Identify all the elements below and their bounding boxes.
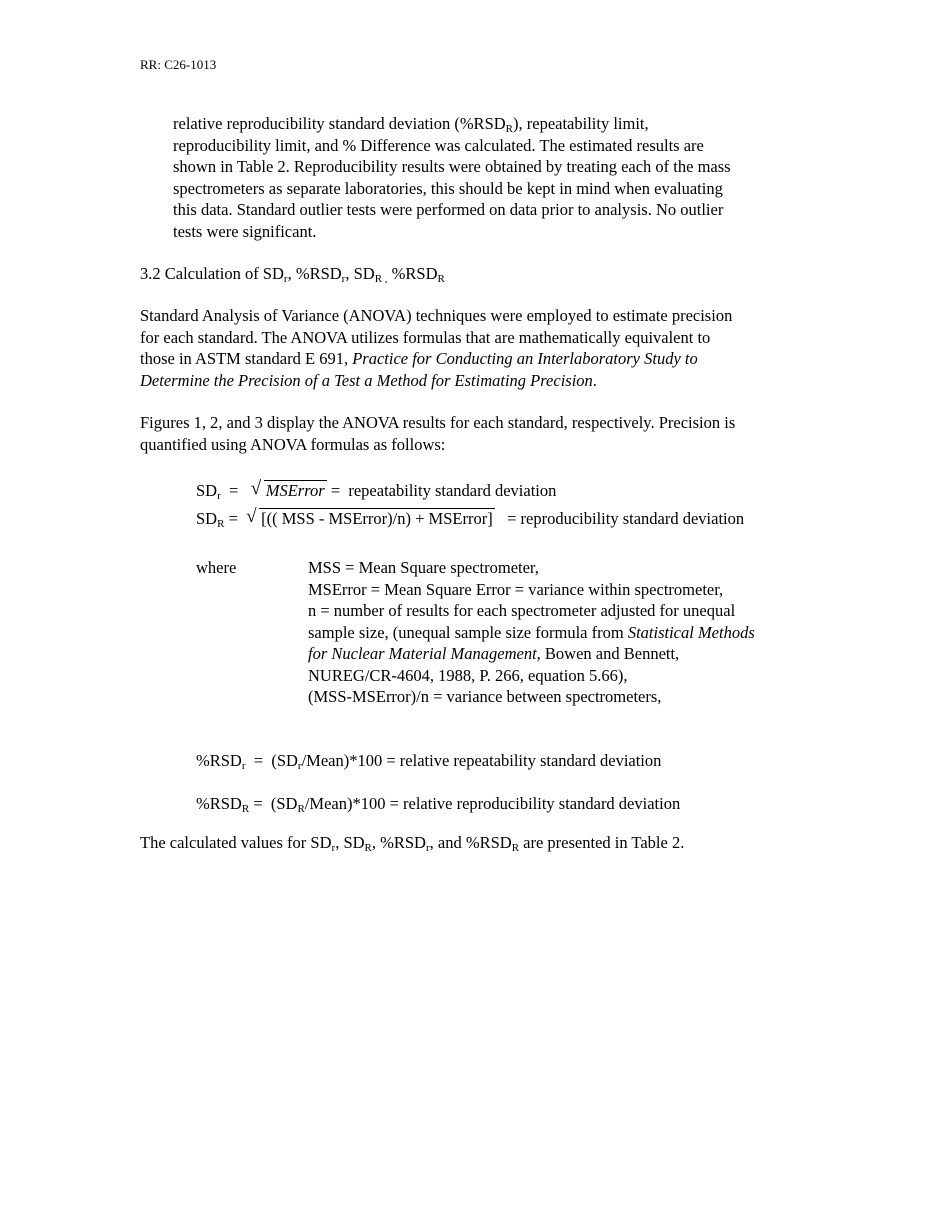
italic-title: Determine the Precision of a Test a Method for Estimating Precision bbox=[140, 370, 593, 390]
text-run: SD bbox=[196, 509, 218, 528]
italic-title: for Nuclear Material Management bbox=[308, 644, 537, 663]
text-run: 3.2 Calculation of SD bbox=[140, 264, 284, 283]
paragraph-line bbox=[140, 370, 732, 392]
definition-line: MSError = Mean Square Error = variance within spectrometer, bbox=[308, 579, 724, 599]
text-run: , and %RSD bbox=[429, 833, 512, 852]
figures-paragraph bbox=[140, 412, 735, 455]
text-run: relative reproducibility standard deviation (%RSD bbox=[173, 114, 506, 133]
paragraph-line: shown in Table 2. Reproducibility results were obtained by treating each of the mass bbox=[173, 157, 731, 176]
subscript: r bbox=[217, 490, 221, 502]
definition-line: n = number of results for each spectrometer adjusted for unequal bbox=[308, 601, 736, 620]
text-run: are presented in Table 2. bbox=[519, 833, 685, 852]
where-label: where bbox=[196, 558, 237, 577]
equation-sdr bbox=[196, 480, 556, 502]
paragraph-line: Standard Analysis of Variance (ANOVA) techniques were employed to estimate precision bbox=[140, 306, 733, 325]
radical-sign-icon: √ bbox=[246, 506, 257, 527]
subscript: r bbox=[241, 760, 246, 772]
text-run: ), repeatability limit, bbox=[513, 114, 649, 133]
subscript: R bbox=[437, 273, 445, 285]
subscript: R bbox=[364, 842, 372, 854]
radical-sign-icon: √ bbox=[250, 478, 262, 499]
square-root bbox=[251, 480, 327, 502]
text-run: %RSD bbox=[196, 794, 242, 813]
italic-title: Statistical Methods bbox=[627, 622, 755, 642]
equation-rsdr bbox=[196, 750, 661, 772]
text-run: %RSD bbox=[387, 264, 438, 283]
report-id-header: RR: C26-1013 bbox=[140, 57, 217, 72]
text-run: = (SD bbox=[249, 794, 298, 813]
subscript: R , bbox=[374, 273, 388, 285]
definition-line: NUREG/CR-4604, 1988, P. 266, equation 5.66), bbox=[308, 665, 628, 685]
subscript: R bbox=[297, 803, 305, 815]
paragraph-line: spectrometers as separate laboratories, this should be kept in mind when evaluating bbox=[173, 178, 723, 198]
paragraph-line bbox=[173, 113, 731, 135]
intro-paragraph bbox=[173, 113, 731, 242]
anova-paragraph bbox=[140, 305, 732, 391]
text-run: , %RSD bbox=[371, 833, 426, 852]
text-run: = (SD bbox=[245, 751, 298, 770]
subscript: R bbox=[511, 842, 520, 854]
text-run: sample size, (unequal sample size formula from bbox=[308, 622, 628, 642]
text-run: , SD bbox=[335, 833, 365, 852]
italic-title: Practice for Conducting an Interlaboratory Study to bbox=[352, 349, 698, 368]
square-root bbox=[246, 508, 495, 530]
text-run: /Mean)*100 = relative reproducibility standard deviation bbox=[304, 794, 681, 813]
paragraph-line: Figures 1, 2, and 3 display the ANOVA results for each standard, respectively. Precision is bbox=[140, 413, 736, 432]
section-heading bbox=[140, 263, 445, 285]
subscript: r bbox=[283, 273, 288, 285]
subscript: r bbox=[297, 760, 302, 772]
text-run: . bbox=[592, 370, 597, 390]
text-run: , SD bbox=[345, 264, 375, 283]
text-run: SD bbox=[196, 481, 218, 500]
text-run: , Bowen and Bennett, bbox=[536, 644, 680, 663]
text-run: those in ASTM standard E 691, bbox=[140, 349, 353, 368]
radicand: [(( MSS - MSError)/n) + MSError] bbox=[261, 509, 493, 528]
radicand: MSError bbox=[265, 481, 325, 500]
text-run: The calculated values for SD bbox=[140, 833, 332, 852]
text-run: = bbox=[220, 481, 247, 500]
definition-line: (MSS-MSError)/n = variance between spectrometers, bbox=[308, 687, 662, 706]
subscript: R bbox=[241, 803, 250, 815]
text-run: = repeatability standard deviation bbox=[326, 481, 557, 500]
definition-line bbox=[308, 622, 755, 644]
subscript: r bbox=[425, 842, 430, 854]
equation-sdR bbox=[196, 508, 744, 530]
paragraph-line: tests were significant. bbox=[173, 221, 317, 241]
subscript: R bbox=[505, 123, 514, 135]
equation-rsdR bbox=[196, 793, 680, 815]
text-run: = reproducibility standard deviation bbox=[494, 509, 745, 528]
subscript: R bbox=[217, 518, 225, 530]
definition-line bbox=[308, 643, 755, 665]
paragraph-line bbox=[140, 348, 732, 370]
text-run: %RSD bbox=[196, 751, 242, 770]
text-run: /Mean)*100 = relative repeatability standard deviation bbox=[301, 751, 662, 770]
text-run: , %RSD bbox=[287, 264, 342, 283]
conclusion-sentence bbox=[140, 832, 684, 854]
paragraph-line: for each standard. The ANOVA utilizes formulas that are mathematically equivalent to bbox=[140, 327, 711, 347]
definition-line: MSS = Mean Square spectrometer, bbox=[308, 558, 539, 577]
text-run: = bbox=[224, 509, 242, 528]
paragraph-line: reproducibility limit, and % Difference was calculated. The estimated results are bbox=[173, 135, 704, 155]
paragraph-line: quantified using ANOVA formulas as follows: bbox=[140, 434, 446, 454]
subscript: r bbox=[331, 842, 336, 854]
subscript: r bbox=[341, 273, 346, 285]
paragraph-line: this data. Standard outlier tests were performed on data prior to analysis. No outlier bbox=[173, 200, 724, 219]
definitions-list bbox=[308, 557, 755, 708]
